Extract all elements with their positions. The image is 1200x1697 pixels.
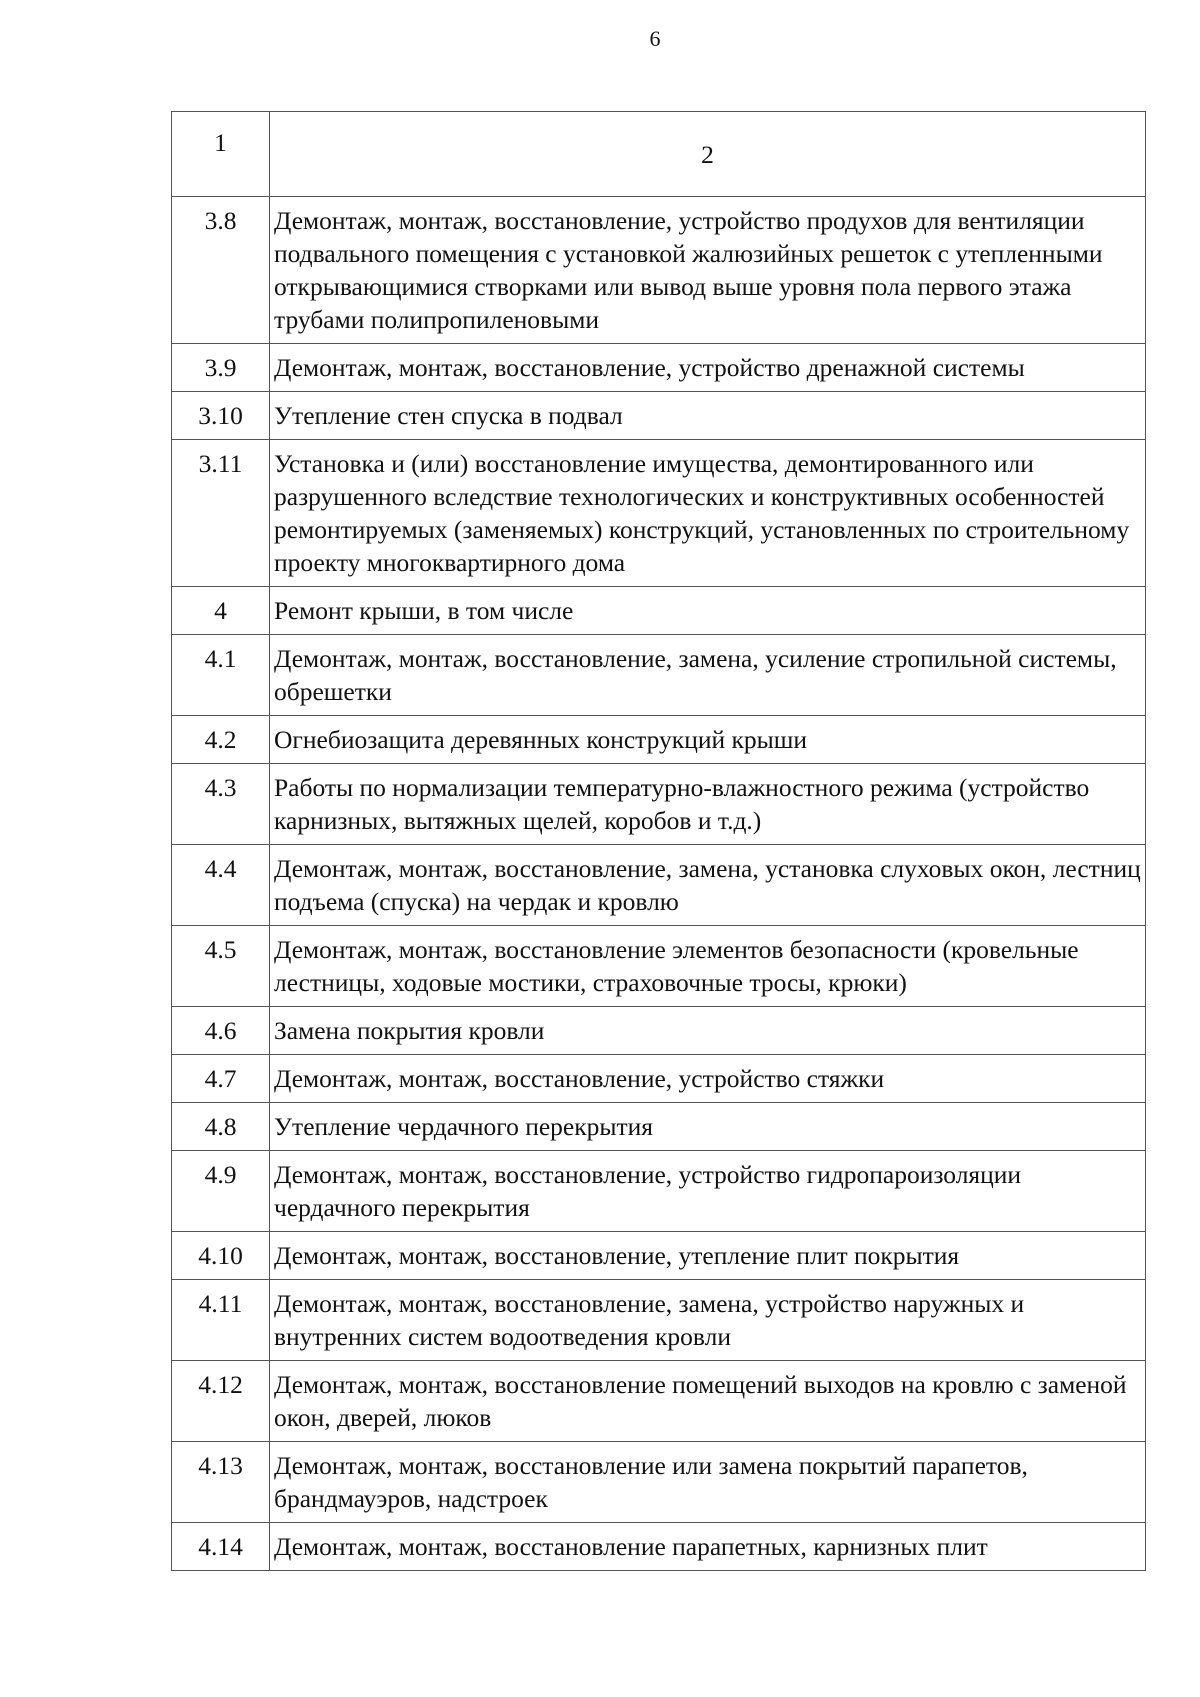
row-number: 4.6	[172, 1007, 270, 1055]
row-description: Утепление стен спуска в подвал	[270, 392, 1146, 440]
row-number: 3.11	[172, 440, 270, 587]
row-description: Демонтаж, монтаж, восстановление, утепление плит покрытия	[270, 1232, 1146, 1280]
page-number: 6	[649, 26, 661, 51]
row-number: 4.8	[172, 1103, 270, 1151]
row-description: Замена покрытия кровли	[270, 1007, 1146, 1055]
table-row	[172, 635, 1146, 716]
table-row	[172, 845, 1146, 926]
table-row	[172, 764, 1146, 845]
row-number: 4.7	[172, 1055, 270, 1103]
row-description: Демонтаж, монтаж, восстановление, замена, усиление стропильной системы, обрешетки	[270, 635, 1146, 716]
table-row	[172, 392, 1146, 440]
row-number: 3.10	[172, 392, 270, 440]
row-number: 4.12	[172, 1361, 270, 1442]
table-row	[172, 716, 1146, 764]
row-description: Демонтаж, монтаж, восстановление, замена, устройство наружных и внутренних систем водоотведения кровли	[270, 1280, 1146, 1361]
row-description: Утепление чердачного перекрытия	[270, 1103, 1146, 1151]
row-description: Демонтаж, монтаж, восстановление элементов безопасности (кровельные лестницы, ходовые мостики, страховочные тросы, крюки)	[270, 926, 1146, 1007]
table-row	[172, 1523, 1146, 1571]
row-number: 4.3	[172, 764, 270, 845]
table-row	[172, 1280, 1146, 1361]
row-description: Установка и (или) восстановление имущества, демонтированного или разрушенного вследствие технологических и конструктивных особенностей ремонтируемых (заменяемых) конструкций, установленных по строительному проекту многоквартирного дома	[270, 440, 1146, 587]
row-description: Демонтаж, монтаж, восстановление, устройство стяжки	[270, 1055, 1146, 1103]
row-description: Демонтаж, монтаж, восстановление, устройство гидропароизоляции чердачного перекрытия	[270, 1151, 1146, 1232]
row-number: 4.9	[172, 1151, 270, 1232]
table-row	[172, 1361, 1146, 1442]
row-description: Демонтаж, монтаж, восстановление, устройство дренажной системы	[270, 344, 1146, 392]
table-row	[172, 1442, 1146, 1523]
row-number: 4.4	[172, 845, 270, 926]
row-number: 4.10	[172, 1232, 270, 1280]
table-row	[172, 587, 1146, 635]
row-number: 3.8	[172, 197, 270, 344]
row-number: 4.1	[172, 635, 270, 716]
table-row	[172, 1055, 1146, 1103]
row-description: Огнебиозащита деревянных конструкций крыши	[270, 716, 1146, 764]
row-number: 4.13	[172, 1442, 270, 1523]
header-col-1: 1	[172, 112, 270, 197]
row-number: 4	[172, 587, 270, 635]
row-number: 4.11	[172, 1280, 270, 1361]
row-description: Демонтаж, монтаж, восстановление парапетных, карнизных плит	[270, 1523, 1146, 1571]
table-row	[172, 1151, 1146, 1232]
row-description: Демонтаж, монтаж, восстановление, замена, установка слуховых окон, лестниц подъема (спуска) на чердак и кровлю	[270, 845, 1146, 926]
table-row	[172, 1103, 1146, 1151]
table-row	[172, 344, 1146, 392]
row-description: Работы по нормализации температурно-влажностного режима (устройство карнизных, вытяжных щелей, коробов и т.д.)	[270, 764, 1146, 845]
table-row	[172, 197, 1146, 344]
row-number: 4.5	[172, 926, 270, 1007]
table-row	[172, 1232, 1146, 1280]
row-description: Ремонт крыши, в том числе	[270, 587, 1146, 635]
table-header-row	[172, 112, 1146, 197]
header-col-2: 2	[270, 112, 1146, 197]
row-number: 4.14	[172, 1523, 270, 1571]
table-row	[172, 1007, 1146, 1055]
row-description: Демонтаж, монтаж, восстановление или замена покрытий парапетов, брандмауэров, надстроек	[270, 1442, 1146, 1523]
row-description: Демонтаж, монтаж, восстановление, устройство продухов для вентиляции подвального помещения с установкой жалюзийных решеток с утепленными открывающимися створками или вывод выше уровня пола первого этажа трубами полипропиленовыми	[270, 197, 1146, 344]
works-table	[171, 111, 1146, 1571]
table-row	[172, 926, 1146, 1007]
row-number: 3.9	[172, 344, 270, 392]
row-description: Демонтаж, монтаж, восстановление помещений выходов на кровлю с заменой окон, дверей, люков	[270, 1361, 1146, 1442]
row-number: 4.2	[172, 716, 270, 764]
table-row	[172, 440, 1146, 587]
